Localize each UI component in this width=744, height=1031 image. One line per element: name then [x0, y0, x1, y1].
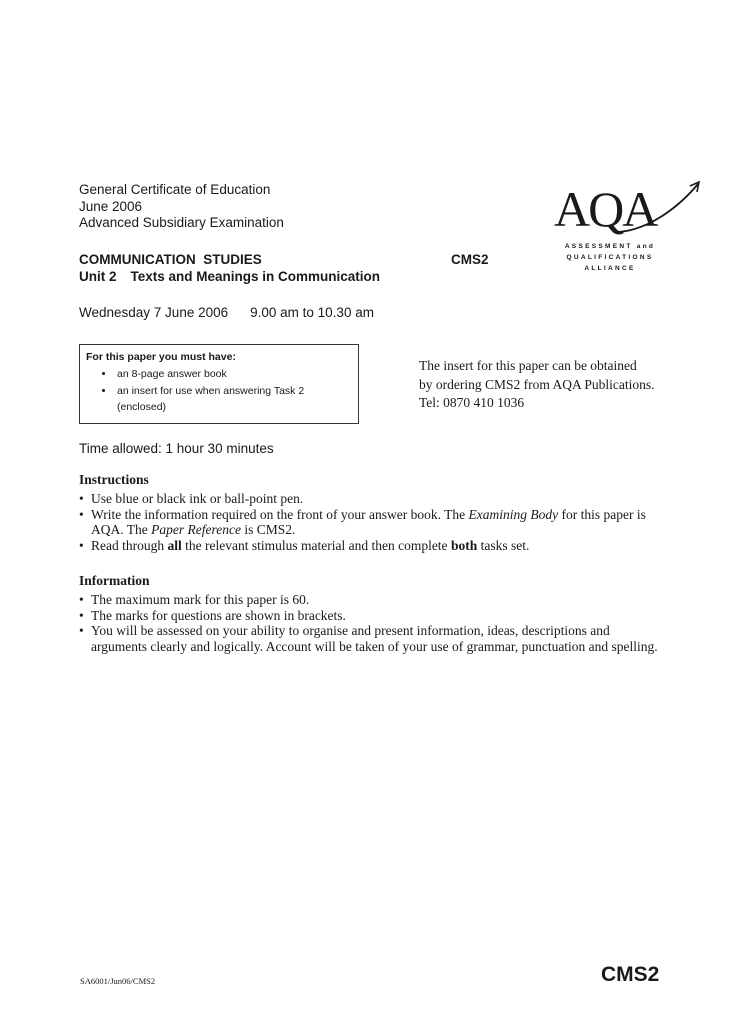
list-item: • Write the information required on the front of your answer book. The Examining Body for this paper is AQA. The Paper Reference is CMS2. [79, 507, 669, 538]
list-item: • The marks for questions are shown in brackets. [79, 608, 669, 624]
exam-session: June 2006 [79, 198, 143, 214]
time-allowed: Time allowed: 1 hour 30 minutes [79, 441, 274, 456]
materials-box [79, 344, 359, 424]
list-item: (enclosed) [117, 401, 167, 413]
subject-title: COMMUNICATION STUDIES [79, 252, 262, 267]
list-item: • an 8-page answer book [115, 366, 358, 383]
aqa-swoosh-icon [548, 180, 704, 240]
information-section [79, 573, 669, 654]
unit-heading [79, 268, 380, 285]
exam-datetime [79, 305, 374, 320]
information-list [79, 592, 669, 654]
insert-note: The insert for this paper can be obtained by ordering CMS2 from AQA Publications. Tel: 0870 410 1036 [419, 358, 655, 410]
exam-header [79, 182, 284, 232]
instructions-list [79, 491, 669, 553]
exam-time: 9.00 am to 10.30 am [250, 305, 374, 320]
aqa-logo-letters: AQA [554, 181, 657, 237]
aqa-logo-tagline: ASSESSMENT and QUALIFICATIONS ALLIANCE [564, 243, 656, 272]
instructions-heading: Instructions [79, 472, 149, 487]
unit-title: Texts and Meanings in Communication [130, 269, 381, 284]
footer-paper-code: CMS2 [601, 963, 660, 986]
aqa-logo [548, 180, 704, 280]
qualification-name: General Certificate of Education [79, 182, 271, 197]
materials-list [86, 366, 358, 416]
list-item: • The maximum mark for this paper is 60. [79, 592, 669, 608]
footer-reference: SA6001/Jun06/CMS2 [80, 976, 156, 986]
list-item: • an insert for use when answering Task 2 [115, 383, 358, 400]
exam-level: Advanced Subsidiary Examination [79, 215, 284, 230]
list-item: • Read through all the relevant stimulus material and then complete both tasks set. [79, 538, 669, 554]
list-item: • You will be assessed on your ability to organise and present information, ideas, descriptions and arguments clearly and logically. Account will be taken of your use of grammar, punctuation and spelling. [79, 623, 669, 654]
list-item: • Use blue or black ink or ball-point pen. [79, 491, 669, 507]
instructions-section [79, 472, 669, 553]
unit-number: Unit 2 [79, 269, 117, 284]
materials-title: For this paper you must have: [86, 351, 236, 363]
information-heading: Information [79, 573, 150, 588]
paper-code: CMS2 [451, 252, 489, 267]
exam-date: Wednesday 7 June 2006 [79, 305, 229, 320]
